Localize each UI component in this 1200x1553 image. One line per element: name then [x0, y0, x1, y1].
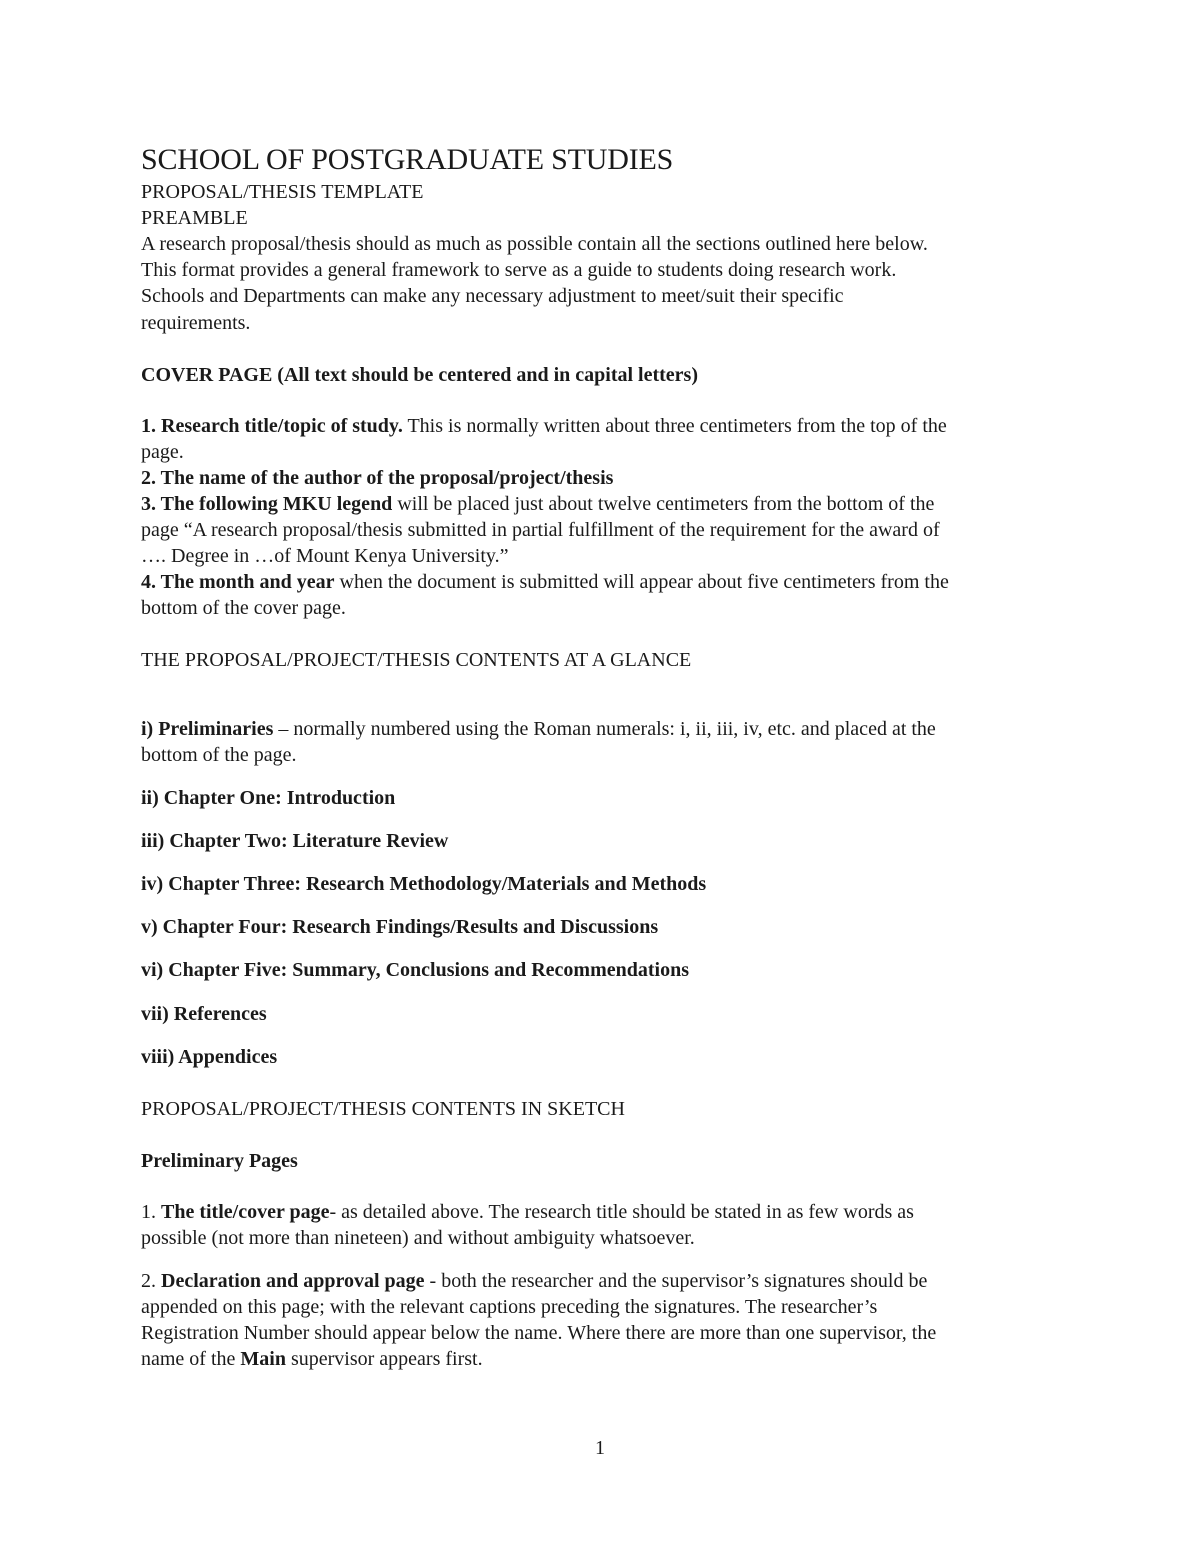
cover-item-text: This is normally written about three centimeters from the top of the [402, 415, 947, 437]
contents-item: v) Chapter Four: Research Findings/Results and Discussions [141, 916, 659, 938]
cover-item-continued: page. [141, 441, 184, 463]
preamble-line: requirements. [141, 312, 251, 334]
cover-item [141, 491, 934, 517]
template-title: PROPOSAL/THESIS TEMPLATE [141, 181, 424, 203]
cover-item-label: 1. Research title/topic of study. [141, 415, 403, 437]
cover-item-continued: bottom of the cover page. [141, 597, 346, 619]
preliminary-item-text: supervisor appears first. [285, 1348, 483, 1370]
preliminary-item-continued [141, 1346, 483, 1372]
cover-item-text: will be placed just about twelve centimeters from the bottom of the [392, 493, 935, 515]
contents-item: vi) Chapter Five: Summary, Conclusions and Recommendations [141, 959, 689, 981]
preliminary-item-continued: Registration Number should appear below the name. Where there are more than one supervisor, the [141, 1322, 937, 1344]
cover-item [141, 569, 949, 595]
document-page [141, 0, 1061, 1553]
preamble-line: Schools and Departments can make any necessary adjustment to meet/suit their specific [141, 285, 844, 307]
contents-item: vii) References [141, 1003, 267, 1025]
contents-item-label: i) Preliminaries [141, 718, 274, 740]
cover-item [141, 413, 947, 439]
cover-item-continued: page “A research proposal/thesis submitted in partial fulfillment of the requirement for the award of [141, 519, 940, 541]
contents-item: viii) Appendices [141, 1046, 278, 1068]
main-supervisor-emphasis: Main [240, 1348, 286, 1370]
preamble-heading: PREAMBLE [141, 207, 248, 229]
contents-glance-heading: THE PROPOSAL/PROJECT/THESIS CONTENTS AT A GLANCE [141, 649, 692, 671]
preliminary-item [141, 1268, 927, 1294]
contents-item: ii) Chapter One: Introduction [141, 787, 396, 809]
preliminary-item-label: The title/cover page [161, 1201, 330, 1223]
preliminary-pages-heading: Preliminary Pages [141, 1150, 298, 1172]
preliminary-item-number: 1. [141, 1201, 161, 1223]
school-title: SCHOOL OF POSTGRADUATE STUDIES [141, 143, 674, 176]
page-number: 1 [595, 1437, 605, 1459]
preliminary-item-number: 2. [141, 1270, 161, 1292]
preamble-line: A research proposal/thesis should as much as possible contain all the sections outlined here below. [141, 233, 928, 255]
cover-item-label: 4. The month and year [141, 571, 335, 593]
cover-item-label: 3. The following MKU legend [141, 493, 393, 515]
contents-item-text: – normally numbered using the Roman numerals: i, ii, iii, iv, etc. and placed at the [273, 718, 936, 740]
preliminary-item-text: name of the [141, 1348, 241, 1370]
contents-item: iii) Chapter Two: Literature Review [141, 830, 449, 852]
contents-item: iv) Chapter Three: Research Methodology/Materials and Methods [141, 873, 707, 895]
contents-item [141, 716, 936, 742]
preliminary-item-label: Declaration and approval page [161, 1270, 425, 1292]
contents-sketch-heading: PROPOSAL/PROJECT/THESIS CONTENTS IN SKETCH [141, 1098, 625, 1120]
preliminary-item-text: - as detailed above. The research title should be stated in as few words as [329, 1201, 914, 1223]
cover-item-continued: …. Degree in …of Mount Kenya University.” [141, 545, 509, 567]
preliminary-item-continued: possible (not more than nineteen) and without ambiguity whatsoever. [141, 1227, 695, 1249]
cover-item: 2. The name of the author of the proposal/project/thesis [141, 467, 614, 489]
preamble-line: This format provides a general framework to serve as a guide to students doing research work. [141, 259, 897, 281]
cover-page-heading: COVER PAGE (All text should be centered and in capital letters) [141, 364, 699, 386]
cover-item-text: when the document is submitted will appear about five centimeters from the [334, 571, 949, 593]
preliminary-item [141, 1199, 914, 1225]
preliminary-item-continued: appended on this page; with the relevant captions preceding the signatures. The researcher’s [141, 1296, 878, 1318]
contents-item-continued: bottom of the page. [141, 744, 297, 766]
preliminary-item-text: - both the researcher and the supervisor’s signatures should be [424, 1270, 928, 1292]
